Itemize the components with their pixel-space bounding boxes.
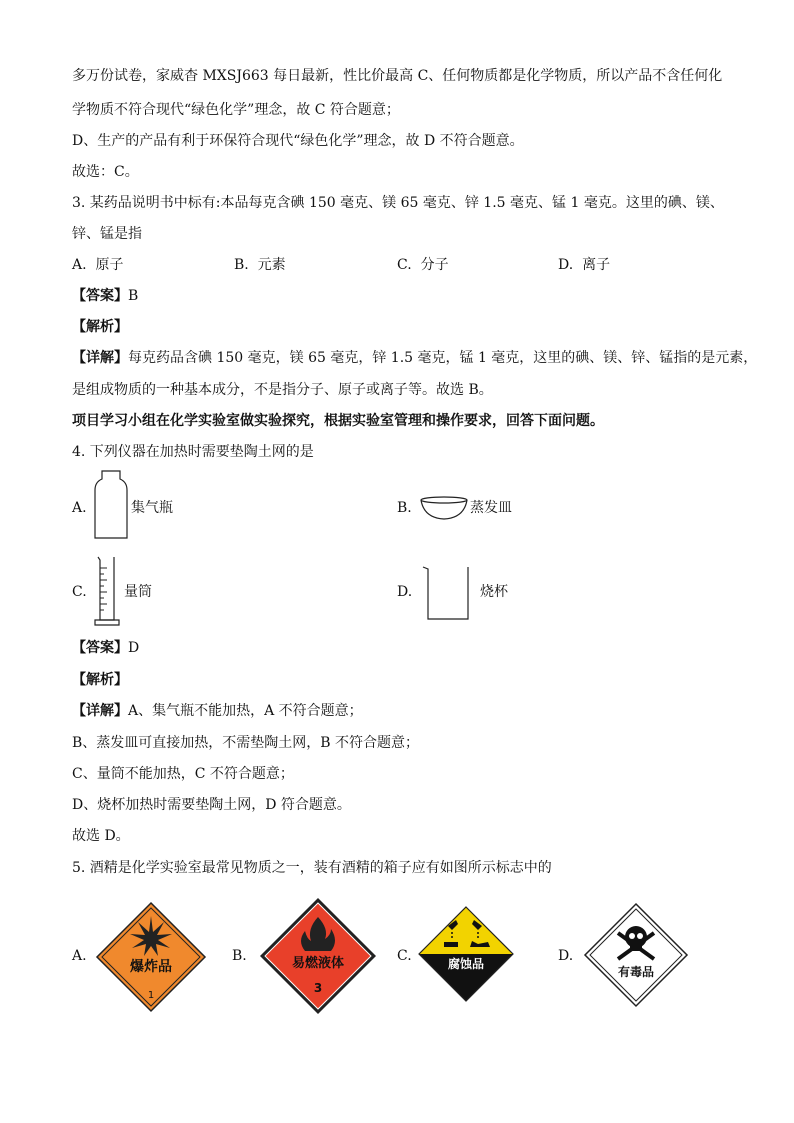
answer-value: D <box>128 640 140 656</box>
sign-number: 3 <box>313 981 323 995</box>
q3-option-b: B. 元素 <box>234 257 286 273</box>
section-intro: 项目学习小组在化学实验室做实验探究，根据实验室管理和操作要求，回答下面问题。 <box>72 413 604 429</box>
q3-detail: 【详解】每克药品含碘 150 毫克，镁 65 毫克，锌 1.5 毫克，锰 1 毫克，这里的碘、镁、锌、锰指的是元素， <box>72 350 758 366</box>
graduated-cylinder-icon <box>94 556 122 628</box>
q4-detail-line: C、量筒不能加热，C 不符合题意； <box>72 766 294 782</box>
q3-answer <box>72 286 138 306</box>
q4-option-b-label: 蒸发皿 <box>470 500 512 516</box>
q4-option-b-letter: B. <box>397 500 412 516</box>
q4-answer <box>72 638 139 658</box>
q5-stem: 5. 酒精是化学实验室最常见物质之一，装有酒精的箱子应有如图所示标志中的 <box>72 860 552 876</box>
q3-option-d: D. 离子 <box>558 257 611 273</box>
q5-option-b-letter: B. <box>232 948 247 964</box>
detail-tag: 【详解】 <box>72 703 128 719</box>
q4-detail-line: D、烧杯加热时需要垫陶土网，D 符合题意。 <box>72 797 351 813</box>
toxic-sign-icon <box>584 903 688 1007</box>
q3-option-c: C. 分子 <box>397 257 449 273</box>
q4-option-d-label: 烧杯 <box>480 584 508 600</box>
q4-option-c-letter: C. <box>72 584 87 600</box>
sign-label: 易燃液体 <box>291 956 345 971</box>
q3-option-a: A. 原子 <box>72 257 124 273</box>
q4-analysis-tag: 【解析】 <box>72 672 128 688</box>
q3-detail-cont: 是组成物质的一种基本成分，不是指分子、原子或离子等。故选 B。 <box>72 382 493 398</box>
q4-option-c-label: 量筒 <box>124 584 152 600</box>
evaporating-dish-icon <box>420 496 468 522</box>
q3-stem: 3. 某药品说明书中标有:本品每克含碘 150 毫克、镁 65 毫克、锌 1.5 毫克、锰 1 毫克。这里的碘、镁、 <box>72 195 724 211</box>
answer-value: B <box>128 288 139 304</box>
flammable-liquid-sign-icon <box>259 897 377 1015</box>
answer-tag: 【答案】 <box>72 640 128 656</box>
q4-detail-line: B、蒸发皿可直接加热，不需垫陶土网，B 不符合题意； <box>72 735 420 751</box>
sign-number: 1 <box>147 990 155 1001</box>
sign-label: 爆炸品 <box>130 959 172 975</box>
sign-label: 有毒品 <box>617 965 655 979</box>
q4-stem: 4. 下列仪器在加热时需要垫陶土网的是 <box>72 444 314 460</box>
q5-option-c-letter: C. <box>397 948 412 964</box>
detail-tag: 【详解】 <box>72 350 128 366</box>
q5-option-a-letter: A. <box>72 948 87 964</box>
q4-detail: 【详解】A、集气瓶不能加热，A 不符合题意； <box>72 703 363 719</box>
paragraph-line: 多万份试卷，家威杳 MXSJ663 每日最新，性比价最高 C、任何物质都是化学物质，所以产品不含任何化 <box>72 68 723 84</box>
gas-jar-icon <box>94 470 128 540</box>
answer-tag: 【答案】 <box>72 288 128 304</box>
sign-label: 腐蚀品 <box>447 957 485 971</box>
q3-analysis-tag: 【解析】 <box>72 319 128 335</box>
explosive-sign-icon <box>96 902 206 1012</box>
q5-option-d-letter: D. <box>558 948 574 964</box>
corrosive-sign-icon <box>418 906 514 1002</box>
q3-stem: 锌、锰是指 <box>72 226 142 242</box>
q4-option-a-label: 集气瓶 <box>131 500 173 516</box>
beaker-icon <box>422 565 472 621</box>
paragraph-line: 学物质不符合现代“绿色化学”理念，故 C 符合题意； <box>72 102 400 118</box>
q4-detail-line: 故选 D。 <box>72 828 130 844</box>
paragraph-line: D、生产的产品有利于环保符合现代“绿色化学”理念，故 D 不符合题意。 <box>72 133 524 149</box>
paragraph-line: 故选：C。 <box>72 164 139 180</box>
q4-option-d-letter: D. <box>397 584 413 600</box>
q4-option-a-letter: A. <box>72 500 87 516</box>
